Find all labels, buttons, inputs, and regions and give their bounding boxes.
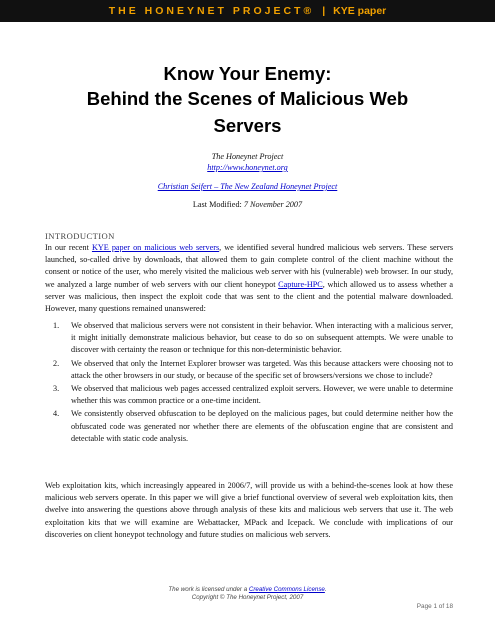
last-modified — [0, 200, 495, 209]
finding-number: 1. — [53, 321, 60, 330]
paper-type: KYE paper — [333, 5, 387, 17]
intro-paragraph-2: Web exploitation kits, which increasingly appeared in 2006/7, will provide us with a behind-the-scenes look at how these malicious web servers operate. In this paper we will give a brief functional overview of several web exploitation kits, then dwelve into answering the questions above through analysis of these kits and malicious web servers that use it. The web exploitation kits that we will examine are Webattacker, MPack and Icepack. We conclude with implications of our discoveries on client honeypot technology and future studies on malicious web servers. — [45, 481, 453, 539]
finding-item — [45, 383, 453, 407]
intro-p1-text-a: In our recent — [45, 243, 92, 252]
byline-org: The Honeynet Project — [211, 152, 284, 161]
finding-item — [45, 358, 453, 382]
creative-commons-link[interactable]: Creative Commons License — [248, 586, 325, 593]
finding-text: We observed that only the Internet Explorer browser was targeted. Was this because attackers were choosing not to attack the other browsers in our study, or because of the specific set of browsers/versions we chose to include? — [71, 358, 453, 380]
license-period: . — [324, 586, 327, 593]
finding-text: We observed that malicious web pages accessed centralized exploit servers. However, we were unable to determine whether this was common practice or a one-time incident. — [71, 384, 453, 406]
intro-p1-text-b: , we identified several hundred malicious web servers. These servers launched, so-called drive by downloads, that allowed them to gain complete control of the client machine without the consent or notice of the user, who merely visited the malicious web server with his (vulnerable) web browser. In our study, we analyzed a large number of web servers with our client honeypot — [45, 243, 454, 289]
section-heading-introduction: INTRODUCTION — [45, 231, 115, 241]
license-line — [0, 586, 495, 594]
org-url-link[interactable]: http://www.honeynet.org — [207, 163, 288, 172]
page-number: Page 1 of 18 — [416, 603, 453, 610]
header-banner — [0, 0, 495, 22]
intro-p1-text-c: , which allowed us to assess whether a server was malicious, then inspect the exploit code that was sent to the client and the potential malware downloaded. However, many questions remained unanswered: — [45, 279, 453, 314]
footer-license — [0, 586, 495, 602]
findings-list — [45, 320, 453, 445]
title-line-3: Servers — [213, 115, 282, 136]
header-separator: | — [322, 5, 326, 17]
capture-hpc-link[interactable]: Capture-HPC — [278, 279, 323, 289]
finding-item — [45, 320, 453, 357]
byline-url-row — [0, 163, 495, 172]
kye-paper-link[interactable]: KYE paper on malicious web servers — [91, 243, 220, 252]
finding-number: 2. — [53, 358, 60, 368]
author-link[interactable]: Christian Seifert – The New Zealand Honeynet Project — [157, 182, 338, 191]
finding-text: We observed that malicious servers were not consistent in their behavior. When interacting with a malicious server, it might initially demonstrate malicious behavior, but cease to do so on subsequent attempts. We were unable to discover with certainty the reason or technique for this non-deterministic behavior. — [71, 321, 453, 355]
copyright-line: Copyright © The Honeynet Project, 2007 — [191, 594, 304, 601]
intro-paragraph-1 — [45, 242, 453, 315]
last-modified-date: 7 November 2007 — [243, 200, 303, 209]
license-text: The work is licensed under a — [168, 586, 249, 593]
title-line-1: Know Your Enemy: — [163, 63, 332, 84]
finding-item — [45, 408, 453, 445]
project-name: THE HONEYNET PROJECT® — [108, 5, 315, 17]
finding-number: 4. — [53, 409, 60, 419]
byline-authors-row — [0, 182, 495, 191]
title-line-2: Behind the Scenes of Malicious Web — [86, 88, 409, 109]
finding-number: 3. — [53, 384, 60, 394]
finding-text: We consistently observed obfuscation to be deployed on the malicious pages, but could determine neither how the obfuscated code was generated nor whether there are elements of the obfuscation engine that are consistent and detectable with static code analysis. — [71, 409, 453, 443]
last-modified-label: Last Modified: — [192, 200, 242, 209]
